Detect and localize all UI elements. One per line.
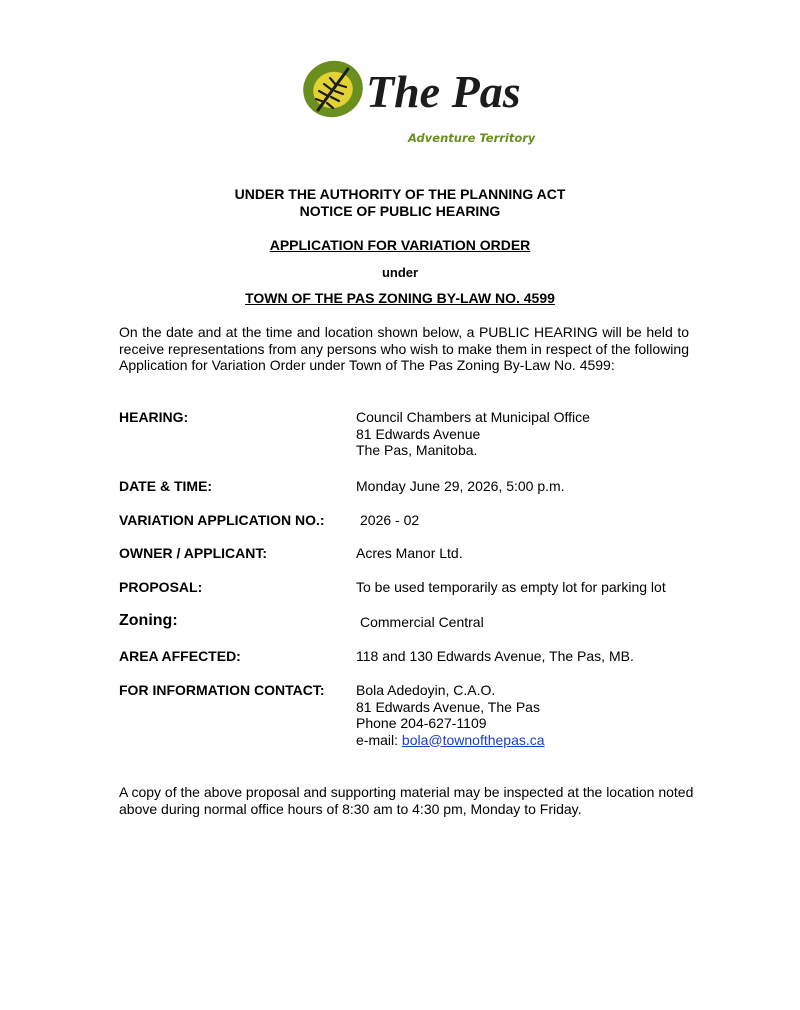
notice-heading: NOTICE OF PUBLIC HEARING [299,203,501,219]
area-value: 118 and 130 Edwards Avenue, The Pas, MB. [356,648,634,664]
hearing-line-2: 81 Edwards Avenue [356,425,481,442]
contact-name: Bola Adedoyin, C.A.O. [356,682,496,698]
application-heading: APPLICATION FOR VARIATION ORDER [269,237,531,253]
date-time-label: DATE & TIME: [119,478,213,494]
owner-label: OWNER / APPLICANT: [119,545,268,561]
area-label: AREA AFFECTED: [119,648,241,664]
logo-wordmark: The Pas [366,66,521,117]
contact-address: 81 Edwards Avenue, The Pas [356,698,540,715]
authority-heading: UNDER THE AUTHORITY OF THE PLANNING ACT [234,186,566,202]
intro-paragraph: On the date and at the time and location shown below, a PUBLIC HEARING will be held to receive representations from any persons who wish to make them in respect of the following Application for Variation Order under Town of The Pas Zoning By-Law No. 4599: [119,324,689,373]
hearing-location [356,409,590,459]
hearing-line-3: The Pas, Manitoba. [356,442,478,458]
contact-email-prefix: e-mail: [356,731,402,748]
zoning-label: Zoning: [119,612,178,629]
logo-tagline: Adventure Territory [408,131,535,145]
pine-tree-leaf-icon [300,55,370,125]
contact-email-line [356,732,545,749]
closing-paragraph: A copy of the above proposal and supporting material may be inspected at the location noted above during normal office hours of 8:30 am to 4:30 pm, Monday to Friday. [119,784,694,817]
contact-details [356,682,545,748]
proposal-label: PROPOSAL: [119,579,203,595]
proposal-value: To be used temporarily as empty lot for parking lot [356,579,666,595]
hearing-line-1: Council Chambers at Municipal Office [356,409,590,425]
date-time-value: Monday June 29, 2026, 5:00 p.m. [356,478,565,494]
zoning-value: Commercial Central [360,614,484,630]
variation-number-value: 2026 - 02 [360,512,420,528]
contact-phone: Phone 204-627-1109 [356,715,487,731]
hearing-label: HEARING: [119,409,189,425]
town-logo [300,55,535,150]
contact-email-link[interactable]: bola@townofthepas.ca [401,731,545,748]
owner-value: Acres Manor Ltd. [356,545,463,561]
bylaw-heading: TOWN OF THE PAS ZONING BY-LAW NO. 4599 [245,290,555,306]
variation-number-label: VARIATION APPLICATION NO.: [119,512,325,528]
under-heading: under [381,265,419,280]
contact-label: FOR INFORMATION CONTACT: [119,682,325,698]
